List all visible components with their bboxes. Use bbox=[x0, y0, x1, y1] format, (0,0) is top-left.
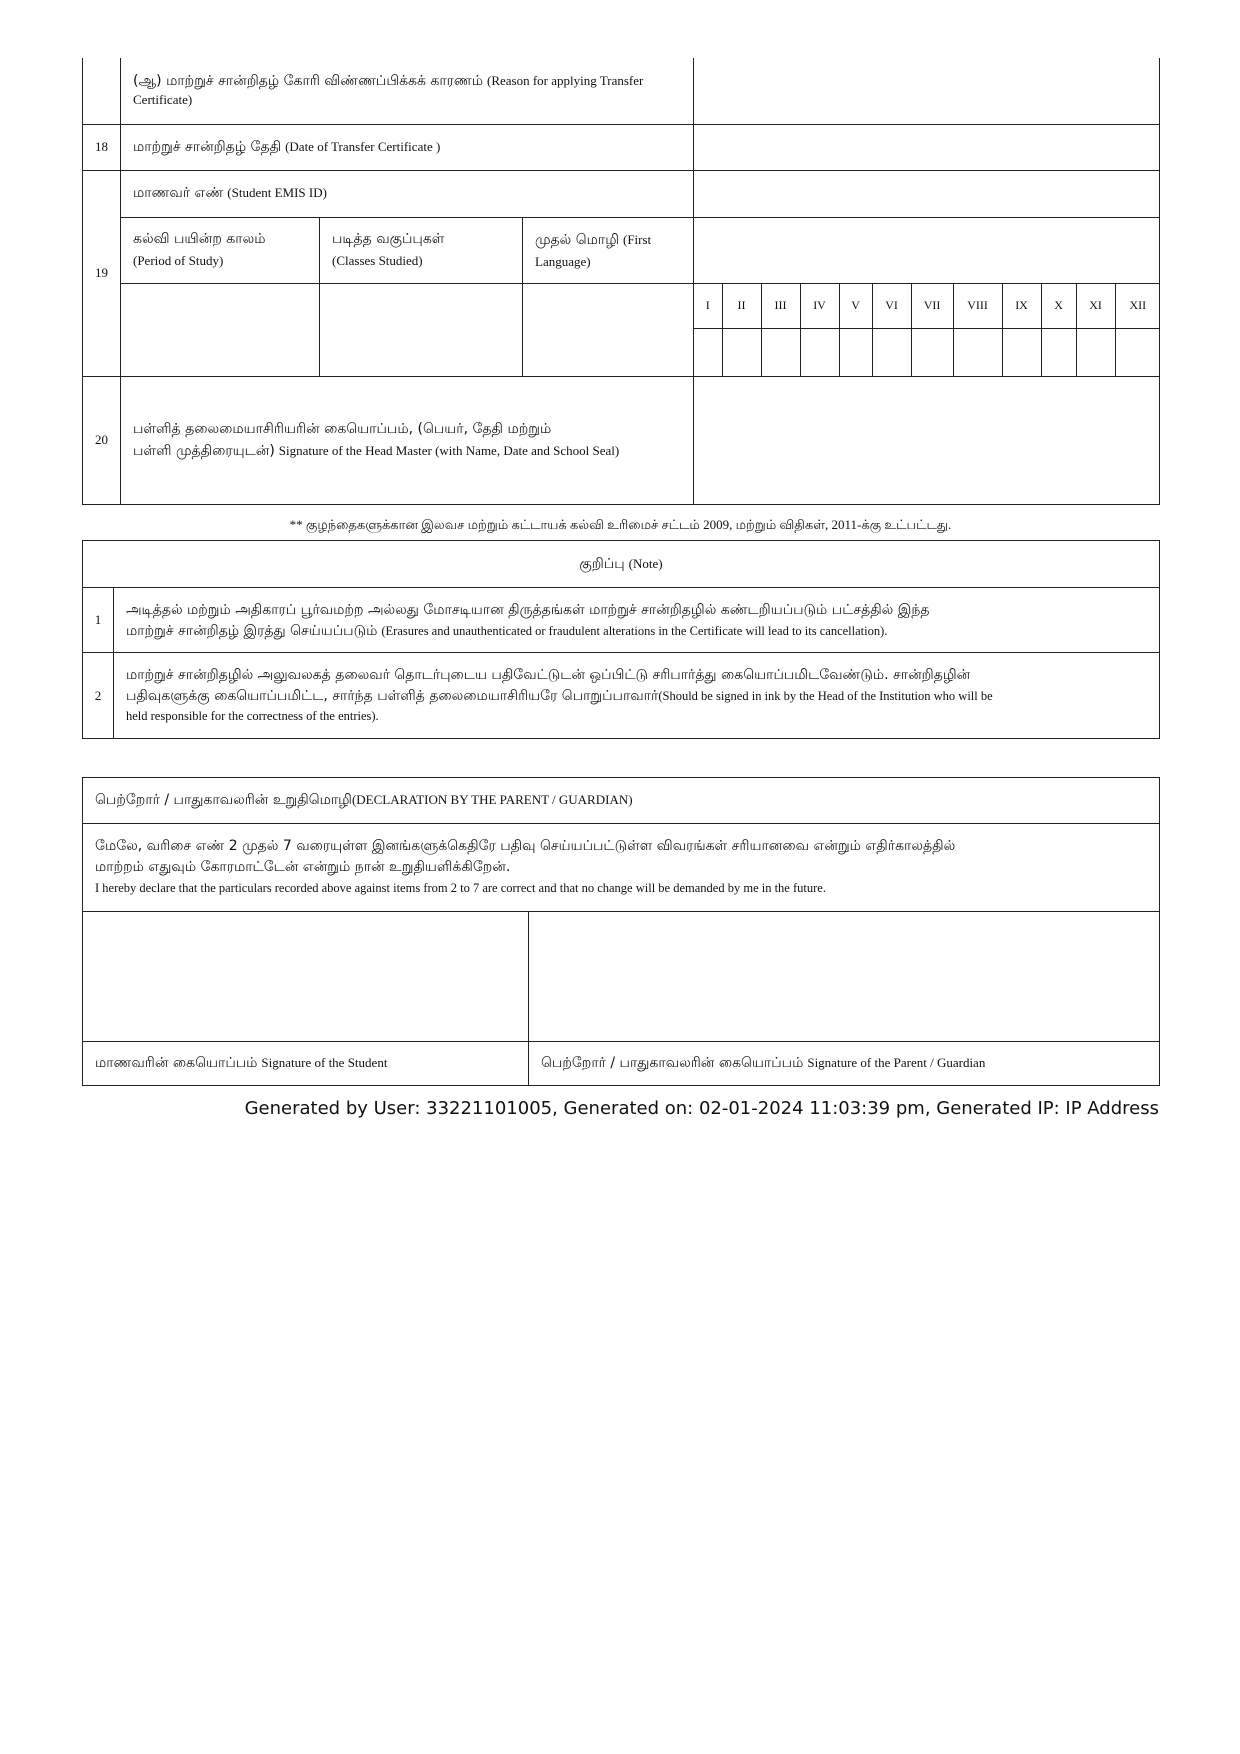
transfer-reason-en: (Reason for applying Transfer Certificate) bbox=[133, 73, 644, 108]
language-header bbox=[523, 217, 694, 283]
class-grid-header-vii: VII bbox=[911, 284, 953, 329]
tc-date-en: (Date of Transfer Certificate ) bbox=[285, 138, 441, 154]
table-row bbox=[83, 376, 1160, 504]
class-grid-header-ii: II bbox=[722, 284, 761, 329]
period-header bbox=[121, 217, 320, 283]
transfer-reason-ta: (ஆ) மாற்றுச் சான்றிதழ் கோரி விண்ணப்பிக்கக் காரணம் bbox=[133, 73, 483, 90]
hm-signature-ta-1: பள்ளித் தலைமையாசிரியரின் கையொப்பம், (பெயர், தேதி மற்றும் bbox=[133, 420, 552, 437]
table-row bbox=[83, 170, 1160, 217]
list-item bbox=[83, 653, 1160, 739]
notes-header-row bbox=[83, 541, 1160, 588]
language-en: (First Language) bbox=[535, 231, 652, 269]
class-grid-header-iii: III bbox=[761, 284, 800, 329]
declaration-title-en: (DECLARATION BY THE PARENT / GUARDIAN) bbox=[351, 792, 633, 807]
emis-en: (Student EMIS ID) bbox=[227, 185, 327, 200]
class-grid-cell bbox=[694, 283, 1160, 376]
class-grid-header-viii: VIII bbox=[953, 284, 1002, 329]
parent-sig-en: Signature of the Parent / Guardian bbox=[807, 1055, 986, 1070]
class-grid-value-ii bbox=[722, 329, 761, 376]
declaration-title-ta: பெற்றோர் / பாதுகாவலரின் உறுதிமொழி bbox=[95, 792, 352, 808]
class-grid-value-i bbox=[694, 329, 722, 376]
class-grid-value-x bbox=[1041, 329, 1076, 376]
table-row bbox=[83, 217, 1160, 283]
hm-signature-ta-2: பள்ளி முத்திரையுடன்) bbox=[133, 442, 275, 459]
language-value bbox=[523, 283, 694, 376]
class-grid-value-v bbox=[839, 329, 872, 376]
note-1-en: (Erasures and unauthenticated or fraudulent alterations in the Certificate will lead to its cancellation). bbox=[381, 623, 888, 638]
class-grid-value-xi bbox=[1076, 329, 1115, 376]
class-grid-header-xi: XI bbox=[1076, 284, 1115, 329]
note-2-ta-1: மாற்றுச் சான்றிதழில் அலுவலகத் தலைவர் தொடர்புடைய பதிவேட்டுடன் ஒப்பிட்டு சரிபார்த்து கையொப்பமிடவேண்டும். சான்றிதழின் bbox=[126, 666, 971, 683]
student-sig-ta: மாணவரின் கையொப்பம் bbox=[95, 1055, 258, 1071]
student-sig-en: Signature of the Student bbox=[261, 1055, 388, 1070]
class-grid-value-iv bbox=[800, 329, 839, 376]
table-row bbox=[83, 283, 1160, 376]
declaration-body-ta-2: மாற்றம் எதுவும் கோரமாட்டேன் என்றும் நான் உறுதியளிக்கிறேன். bbox=[95, 859, 511, 875]
transfer-reason-value bbox=[694, 58, 1160, 124]
class-grid-header-i: I bbox=[694, 284, 722, 329]
class-grid-value-xii bbox=[1115, 329, 1160, 376]
class-grid-header-iv: IV bbox=[800, 284, 839, 329]
class-grid-header-row bbox=[694, 284, 1160, 329]
class-grid-value-ix bbox=[1002, 329, 1041, 376]
signature-space-row bbox=[83, 912, 1160, 1042]
emis-ta: மாணவர் எண் bbox=[133, 185, 224, 201]
row-number: 19 bbox=[83, 170, 121, 376]
emis-label bbox=[121, 170, 694, 217]
row-number-cell bbox=[83, 58, 121, 124]
signature-label-row bbox=[83, 1042, 1160, 1086]
generated-info-text: Generated by User: 33221101005, Generated on: 02-01-2024 11:03:39 pm, Generated IP: IP Address bbox=[244, 1098, 1159, 1119]
declaration-body bbox=[83, 824, 1160, 912]
period-ta: கல்வி பயின்ற காலம் bbox=[133, 231, 266, 247]
note-text bbox=[114, 653, 1160, 739]
generated-info bbox=[82, 1098, 1159, 1119]
hm-signature-value bbox=[694, 376, 1160, 504]
student-signature-label bbox=[83, 1042, 529, 1086]
class-grid-value-row bbox=[694, 329, 1160, 376]
note-number: 2 bbox=[83, 653, 114, 739]
tc-date-label bbox=[121, 124, 694, 170]
row-number: 18 bbox=[83, 124, 121, 170]
hm-signature-label bbox=[121, 376, 694, 504]
period-value bbox=[121, 283, 320, 376]
class-grid-header-v: V bbox=[839, 284, 872, 329]
hm-signature-en: Signature of the Head Master (with Name, Date and School Seal) bbox=[278, 442, 620, 458]
transfer-reason-label bbox=[121, 58, 694, 124]
class-grid-header-xii: XII bbox=[1115, 284, 1160, 329]
tc-date-value bbox=[694, 124, 1160, 170]
class-grid-value-viii bbox=[953, 329, 1002, 376]
footnote bbox=[82, 517, 1159, 534]
note-2-en-2: held responsible for the correctness of the entries). bbox=[126, 708, 379, 723]
list-item bbox=[83, 588, 1160, 653]
language-header-blank bbox=[694, 217, 1160, 283]
period-en: (Period of Study) bbox=[133, 253, 224, 268]
note-1-ta-1: அடித்தல் மற்றும் அதிகாரப் பூர்வமற்ற அல்லது மோசடியான திருத்தங்கள் மாற்றுச் சான்றிதழில் கண்டறியப்படும் பட்சத்தில் இந்த bbox=[126, 601, 930, 618]
class-grid-value-iii bbox=[761, 329, 800, 376]
parent-signature-box bbox=[529, 912, 1160, 1042]
class-grid bbox=[694, 284, 1160, 376]
note-2-ta-2: பதிவுகளுக்கு கையொப்பமிட்ட, சார்ந்த பள்ளித் தலைமையாசிரியரே பொறுப்பாவார் bbox=[126, 687, 659, 704]
parent-sig-ta: பெற்றோர் / பாதுகாவலரின் கையொப்பம் bbox=[541, 1055, 804, 1071]
table-row bbox=[83, 58, 1160, 124]
class-grid-value-vii bbox=[911, 329, 953, 376]
note-2-en-1: (Should be signed in ink by the Head of the Institution who will be bbox=[658, 688, 993, 703]
table-row bbox=[83, 124, 1160, 170]
classes-en: (Classes Studied) bbox=[332, 253, 423, 268]
note-text bbox=[114, 588, 1160, 653]
notes-title-en: (Note) bbox=[628, 555, 663, 571]
tc-date-ta: மாற்றுச் சான்றிதழ் தேதி bbox=[133, 138, 282, 155]
declaration-table bbox=[82, 777, 1159, 1086]
declaration-body-en: I hereby declare that the particulars recorded above against items from 2 to 7 are correct and that no change will be demanded by me in the future. bbox=[95, 881, 826, 895]
declaration-header-row bbox=[83, 778, 1160, 824]
emis-value bbox=[694, 170, 1160, 217]
footnote-text: ** குழந்தைகளுக்கான இலவச மற்றும் கட்டாயக் கல்வி உரிமைச் சட்டம் 2009, மற்றும் விதிகள், 2011-க்கு உட்பட்டது. bbox=[289, 517, 952, 532]
class-grid-header-vi: VI bbox=[872, 284, 911, 329]
row-number: 20 bbox=[83, 376, 121, 504]
declaration-title bbox=[83, 778, 1160, 824]
notes-title bbox=[83, 541, 1160, 588]
classes-ta: படித்த வகுப்புகள் bbox=[332, 231, 445, 247]
class-grid-header-ix: IX bbox=[1002, 284, 1041, 329]
declaration-body-row bbox=[83, 824, 1160, 912]
note-1-ta-2: மாற்றுச் சான்றிதழ் இரத்து செய்யப்படும் bbox=[126, 622, 378, 639]
main-table bbox=[82, 58, 1159, 505]
classes-value bbox=[320, 283, 523, 376]
notes-table bbox=[82, 540, 1159, 739]
class-grid-header-x: X bbox=[1041, 284, 1076, 329]
notes-title-ta: குறிப்பு bbox=[579, 555, 625, 572]
classes-header bbox=[320, 217, 523, 283]
language-ta: முதல் மொழி bbox=[535, 231, 619, 248]
declaration-body-ta-1: மேலே, வரிசை எண் 2 முதல் 7 வரையுள்ள இனங்களுக்கெதிரே பதிவு செய்யப்பட்டுள்ள விவரங்கள் சரியானவை என்றும் எதிர்காலத்தில் bbox=[95, 838, 956, 854]
parent-signature-label bbox=[529, 1042, 1160, 1086]
note-number: 1 bbox=[83, 588, 114, 653]
class-grid-value-vi bbox=[872, 329, 911, 376]
student-signature-box bbox=[83, 912, 529, 1042]
